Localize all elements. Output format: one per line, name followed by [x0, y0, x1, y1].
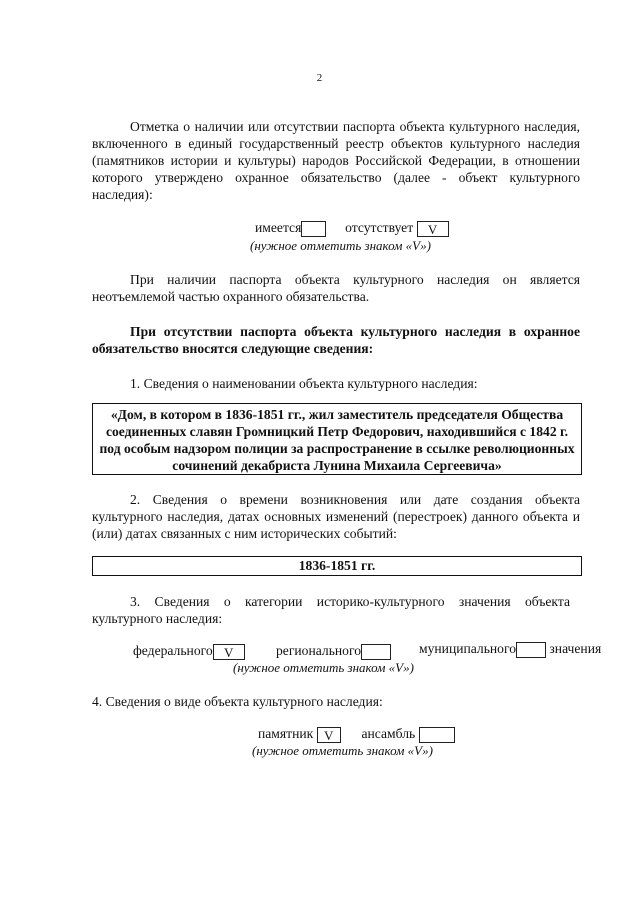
federal-label: федерального [133, 643, 213, 658]
exists-label: имеется [255, 220, 302, 235]
type-hint: (нужное отметить знаком «V») [252, 743, 433, 758]
section2-value: 1836-1851 гг. [298, 558, 376, 573]
type-check-row [258, 725, 455, 743]
category-hint: (нужное отметить знаком «V») [233, 660, 414, 675]
section4-title-text: 4. Сведения о виде объекта культурного наследия: [92, 694, 383, 709]
passport-check-row [255, 219, 449, 237]
section2-value-box [92, 556, 582, 576]
section1-title-text: 1. Сведения о наименовании объекта культурного наследия: [130, 376, 478, 391]
section3-title-text: 3. Сведения о категории историко-культурного значения объекта культурного наследия: [92, 594, 570, 626]
value-suffix: значения [549, 641, 602, 656]
absent-label: отсутствует [345, 220, 414, 235]
absent-heading-text: При отсутствии паспорта объекта культурного наследия в охранное обязательство вносятся следующие сведения: [92, 324, 580, 356]
section4-title [92, 693, 580, 710]
ensemble-checkbox[interactable] [419, 727, 455, 743]
federal-checkbox[interactable]: V [213, 644, 245, 660]
regional-label: регионального [276, 643, 361, 658]
regional-checkbox[interactable] [361, 644, 391, 660]
passport-paragraph [92, 118, 580, 203]
monument-checkbox[interactable]: V [317, 727, 341, 743]
passport-note-text: При наличии паспорта объекта культурного наследия он является неотъемлемой частью охранного обязательства. [92, 272, 580, 304]
passport-hint: (нужное отметить знаком «V») [250, 238, 431, 253]
absent-checkbox[interactable]: V [417, 221, 449, 237]
monument-label: памятник [258, 726, 314, 741]
exists-checkbox[interactable] [301, 221, 326, 237]
municipal-group [419, 640, 601, 658]
section1-value: «Дом, в котором в 1836-1851 гг., жил заместитель председателя Общества соединенных славян Громницкий Петр Федорович, находившийся с 1842 г. под особым надзором полиции за распространение в ссылке революционных сочинений декабриста Лунина Михаила Сергеевича» [99, 407, 575, 473]
municipal-label: муниципального [419, 641, 517, 656]
passport-note [92, 271, 580, 305]
section1-title [92, 375, 580, 392]
municipal-checkbox[interactable] [516, 642, 546, 658]
category-check-row [133, 642, 245, 660]
passport-paragraph-text: Отметка о наличии или отсутствии паспорта объекта культурного наследия, включенного в единый государственный реестр объектов культурного наследия (памятников истории и культуры) народов Российской Федерации, в отношении которого утверждено охранное обязательство (далее - объект культурного наследия): [92, 119, 580, 202]
section3-title [92, 593, 570, 627]
absent-heading [92, 323, 580, 357]
page-number: 2 [316, 72, 323, 84]
section2-title-text: 2. Сведения о времени возникновения или дате создания объекта культурного наследия, датах основных изменений (перестроек) данного объекта и (или) датах связанных с ним исторических событий: [92, 492, 580, 541]
ensemble-label: ансамбль [361, 726, 416, 741]
section1-value-box [92, 403, 582, 475]
regional-group [276, 642, 391, 660]
section2-title [92, 491, 580, 542]
